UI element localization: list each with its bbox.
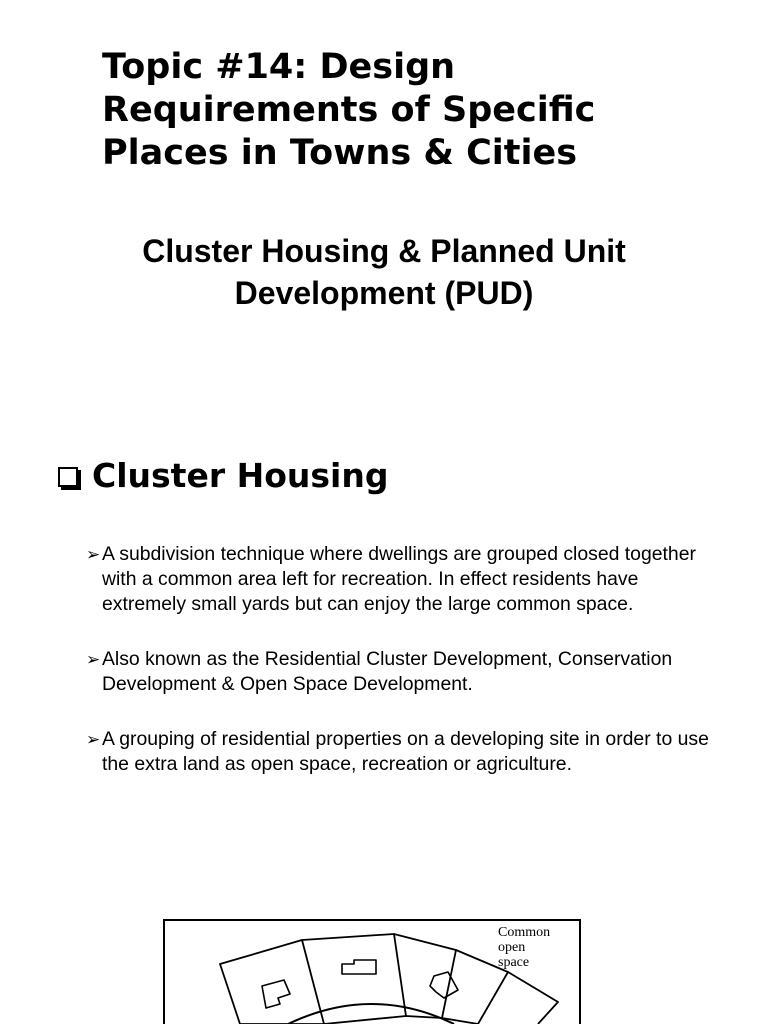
diagram-label-line1: Common xyxy=(498,925,551,940)
slide-subtitle: Cluster Housing & Planned Unit Development (PUD) xyxy=(142,233,626,311)
cluster-housing-diagram xyxy=(158,914,586,1024)
housing-lot xyxy=(394,934,456,1018)
arrowhead-right-icon: ➢ xyxy=(86,545,101,564)
house-footprint xyxy=(430,972,458,998)
house-footprint xyxy=(342,960,376,974)
bullet-text: A subdivision technique where dwellings are grouped closed together with a common area left for recreation. In effect residents have extremely small yards but can enjoy the large common space. xyxy=(102,543,696,615)
housing-lot xyxy=(302,934,406,1024)
bullet-text: Also known as the Residential Cluster Development, Conservation Development & Open Space Development. xyxy=(102,648,673,695)
housing-lot xyxy=(220,940,324,1024)
bullet-item xyxy=(86,727,726,777)
diagram-label-line2: open xyxy=(498,940,526,955)
house-footprint xyxy=(262,980,290,1008)
section-heading-text: Cluster Housing xyxy=(92,456,389,495)
section-heading xyxy=(58,454,388,498)
arrowhead-right-icon: ➢ xyxy=(86,650,101,669)
slide-title: Topic #14: Design Requirements of Specific Places in Towns & Cities xyxy=(102,47,596,173)
bullet-text: A grouping of residential properties on a developing site in order to use the extra land as open space, recreation or agriculture. xyxy=(102,728,709,775)
arrowhead-right-icon: ➢ xyxy=(86,730,101,749)
diagram-label-line3: space xyxy=(498,955,530,970)
bullet-item xyxy=(86,542,726,617)
curved-road xyxy=(288,1004,454,1024)
checkbox-outline-icon xyxy=(58,467,78,487)
bullet-list xyxy=(86,542,726,777)
bullet-item xyxy=(86,647,726,697)
housing-lot xyxy=(508,972,558,1024)
